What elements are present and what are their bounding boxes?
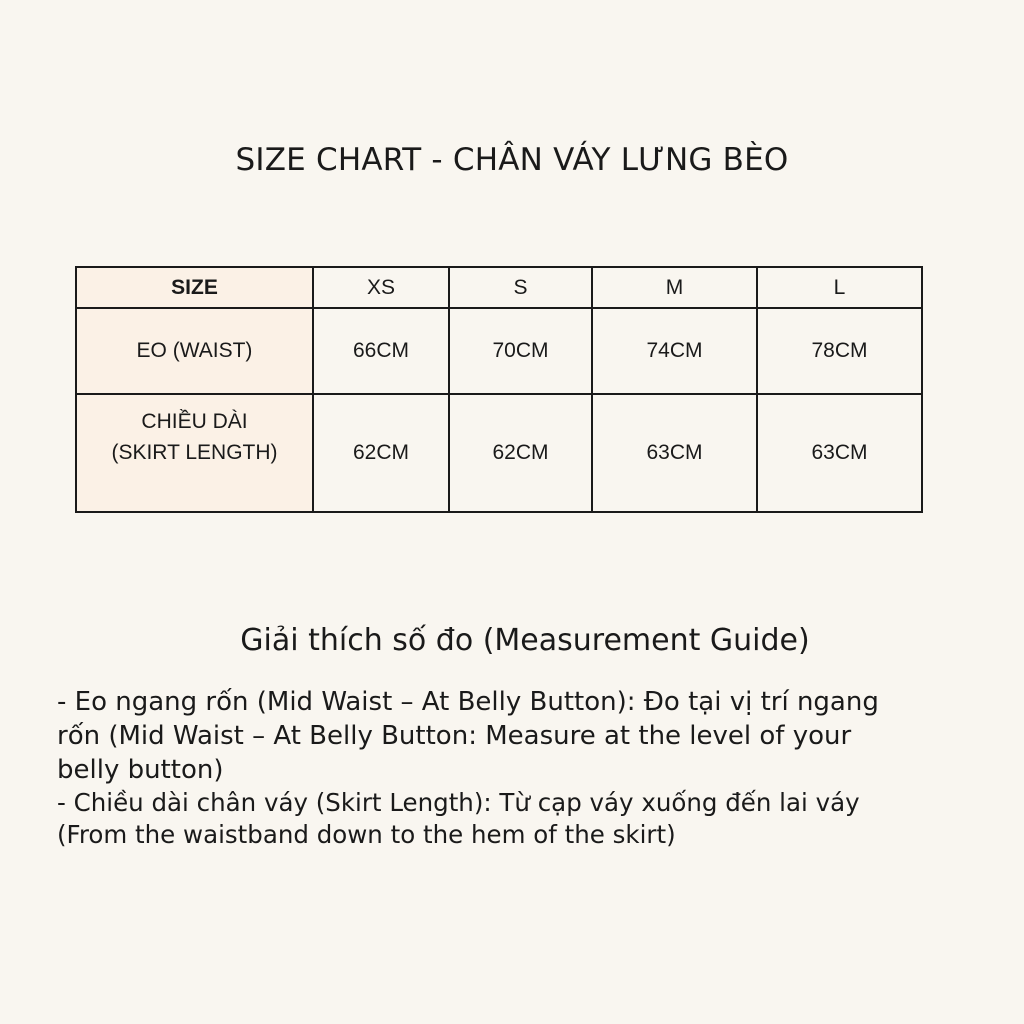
size-s-header: S [449, 267, 592, 308]
page-title: SIZE CHART - CHÂN VÁY LƯNG BÈO [235, 142, 789, 178]
length-m-value: 63CM [592, 394, 757, 512]
guide-line: (From the waistband down to the hem of the skirt) [57, 820, 676, 849]
length-label-en: (SKIRT LENGTH) [111, 441, 278, 464]
size-chart-table [75, 266, 923, 513]
waist-s-value: 70CM [449, 308, 592, 394]
length-label-vi: CHIỀU DÀI [141, 410, 248, 433]
guide-title: Giải thích số đo (Measurement Guide) [240, 623, 810, 658]
waist-xs-value: 66CM [313, 308, 449, 394]
table-row-length [76, 394, 922, 512]
guide-line: - Chiều dài chân váy (Skirt Length): Từ cạp váy xuống đến lai váy [57, 788, 860, 817]
waist-l-value: 78CM [757, 308, 922, 394]
guide-body [57, 685, 997, 851]
size-xs-header: XS [313, 267, 449, 308]
size-header-cell: SIZE [76, 267, 313, 308]
table-row-waist [76, 308, 922, 394]
length-l-value: 63CM [757, 394, 922, 512]
length-label-cell [76, 394, 313, 512]
waist-m-value: 74CM [592, 308, 757, 394]
guide-line: - Eo ngang rốn (Mid Waist – At Belly Button): Đo tại vị trí ngang [57, 687, 879, 717]
waist-label-cell [76, 308, 313, 394]
guide-line: rốn (Mid Waist – At Belly Button: Measure at the level of your [57, 721, 852, 751]
waist-label: EO (WAIST) [136, 339, 253, 362]
length-xs-value: 62CM [313, 394, 449, 512]
table-header-row [76, 267, 922, 308]
size-m-header: M [592, 267, 757, 308]
guide-line: belly button) [57, 755, 224, 785]
size-l-header: L [757, 267, 922, 308]
length-s-value: 62CM [449, 394, 592, 512]
